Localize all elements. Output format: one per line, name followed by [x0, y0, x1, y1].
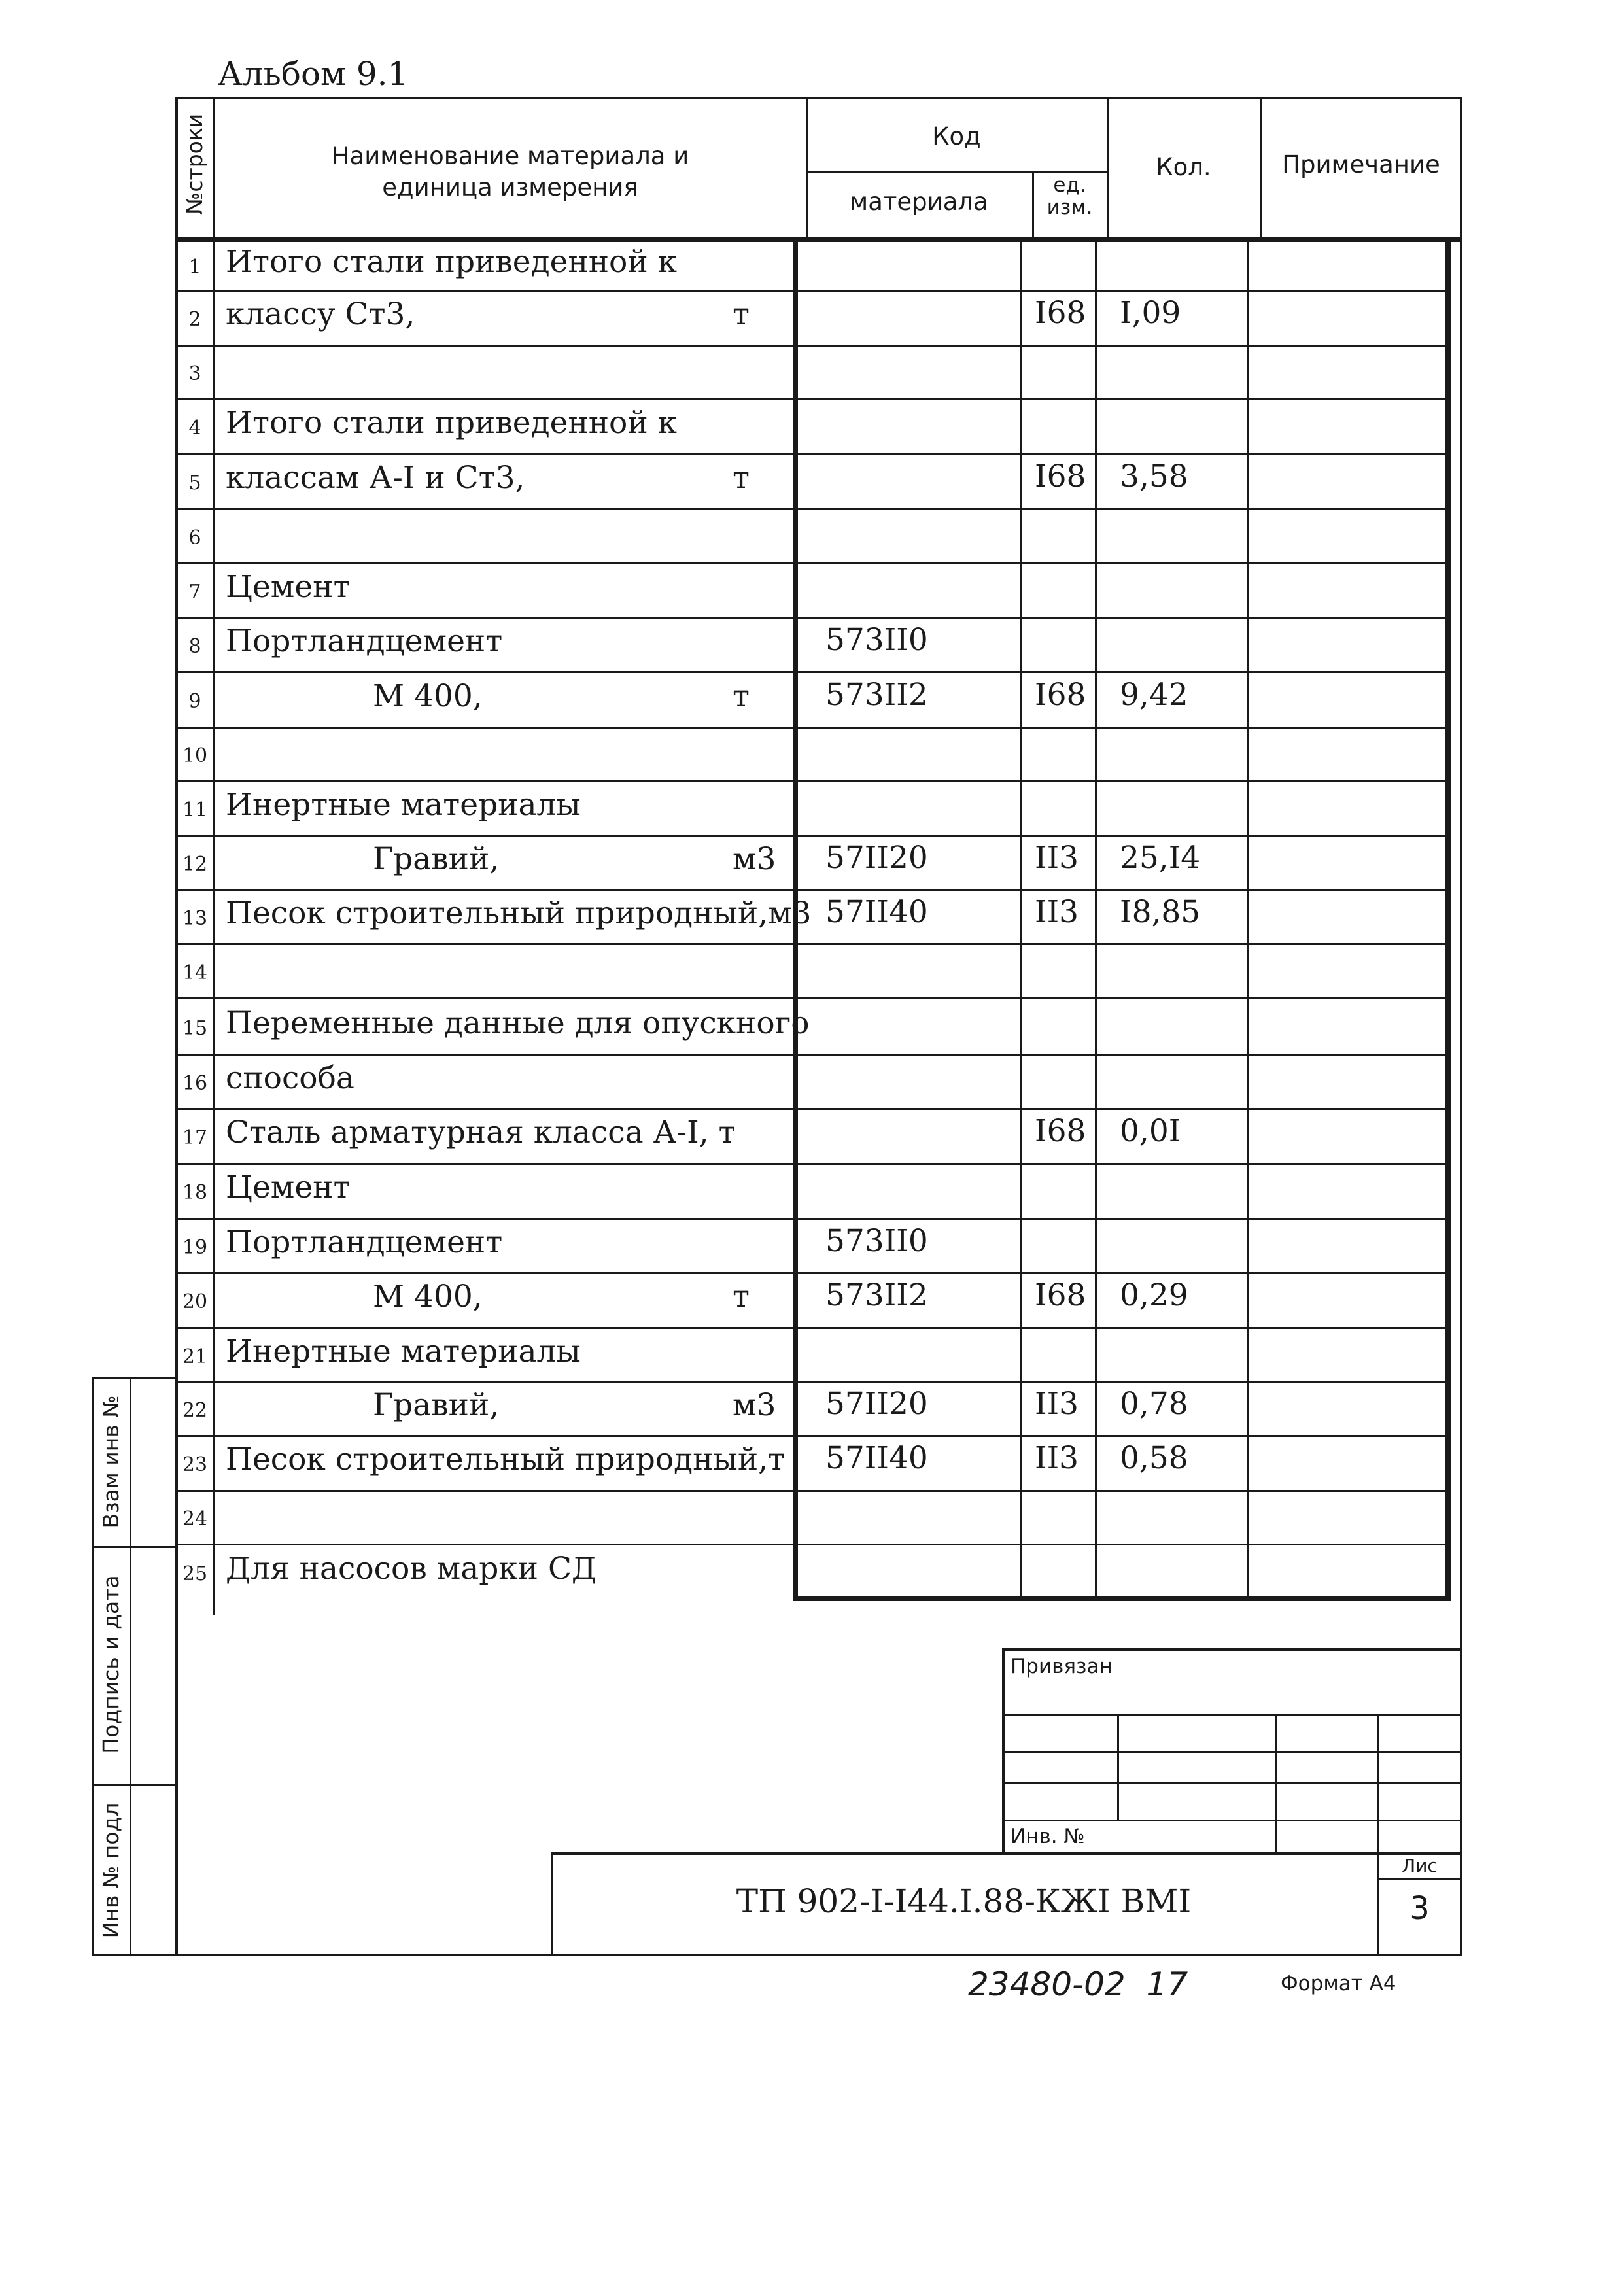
row-number: 4	[188, 416, 201, 440]
row-number: 17	[182, 1126, 208, 1149]
row-divider	[177, 1381, 1449, 1383]
row-unit-code: I68	[1035, 458, 1086, 494]
row-material-code: 57II40	[825, 1440, 928, 1476]
row-material-code: 573II0	[825, 1222, 928, 1259]
row-number: 15	[182, 1016, 208, 1040]
row-unit-code: II3	[1035, 1440, 1079, 1476]
row-number: 7	[188, 580, 201, 604]
row-number: 21	[182, 1345, 208, 1368]
row-number: 13	[182, 906, 208, 930]
row-divider	[177, 617, 1449, 619]
row-divider	[177, 997, 1449, 999]
row-unit: т	[733, 678, 750, 714]
body-right-border	[1445, 237, 1451, 1601]
row-quantity: 0,58	[1120, 1440, 1188, 1476]
row-number: 19	[182, 1235, 208, 1259]
row-number: 24	[182, 1508, 208, 1530]
row-divider	[177, 398, 1449, 400]
row-name: классу Ст3,	[226, 296, 415, 332]
row-name: Песок строительный природный,т	[226, 1441, 786, 1477]
row-quantity: 9,42	[1120, 676, 1188, 713]
row-name: Инертные материалы	[226, 786, 581, 823]
row-unit: т	[733, 296, 750, 332]
row-unit-code: II3	[1035, 893, 1079, 930]
row-number: 16	[182, 1072, 208, 1095]
row-name: Портландцемент	[226, 1224, 503, 1260]
sheet-label: Лис	[1402, 1855, 1438, 1876]
row-unit-code: I68	[1035, 1113, 1086, 1149]
row-number: 12	[182, 852, 208, 876]
row-number: 1	[188, 255, 201, 279]
row-number: 10	[182, 744, 208, 767]
row-divider	[177, 671, 1449, 673]
row-number: 3	[188, 362, 201, 385]
row-quantity: 25,I4	[1120, 839, 1201, 876]
format-label: Формат А4	[1281, 1972, 1396, 1995]
row-divider	[177, 1054, 1449, 1056]
row-number: 6	[188, 526, 201, 549]
row-unit: м3	[733, 1387, 776, 1423]
row-divider	[177, 290, 1449, 292]
code-unit-header	[1032, 174, 1107, 218]
inv-podl-stamp: Инв № подл	[98, 1803, 124, 1939]
row-name: Сталь арматурная класса А-I, т	[226, 1114, 736, 1150]
row-number: 9	[188, 689, 201, 713]
row-name: Песок строительный природный,м3	[226, 895, 812, 931]
row-number: 2	[188, 308, 201, 331]
row-name: способа	[226, 1060, 354, 1096]
row-quantity: 3,58	[1120, 458, 1188, 494]
row-divider	[177, 889, 1449, 891]
row-unit-code: I68	[1035, 676, 1086, 713]
row-unit-code: I68	[1035, 295, 1086, 331]
row-name: Итого стали приведенной к	[226, 404, 677, 441]
row-number: 18	[182, 1181, 208, 1204]
row-material-code: 57II20	[825, 839, 928, 876]
row-divider	[177, 1327, 1449, 1329]
row-number: 22	[182, 1399, 208, 1422]
row-number: 20	[182, 1290, 208, 1313]
row-name: Гравий,	[373, 1387, 500, 1423]
qty-header: Кол.	[1156, 153, 1211, 181]
row-divider	[177, 508, 1449, 510]
row-name: Гравий,	[373, 840, 500, 877]
inv-no-label: Инв. №	[1011, 1825, 1085, 1848]
name-header	[222, 141, 798, 203]
row-material-code: 57II40	[825, 893, 928, 930]
row-unit-code: II3	[1035, 1386, 1079, 1422]
row-number: 5	[188, 471, 201, 494]
designation-text: ТП 902-I-I44.I.88-КЖI ВМI	[736, 1882, 1192, 1920]
row-divider	[177, 1108, 1449, 1110]
row-divider	[177, 727, 1449, 729]
row-name: Для насосов марки СД	[226, 1550, 597, 1587]
row-material-code: 57II20	[825, 1386, 928, 1422]
row-divider	[177, 835, 1449, 837]
row-divider	[177, 1435, 1449, 1437]
row-quantity: 0,78	[1120, 1386, 1188, 1422]
row-unit: м3	[733, 840, 776, 877]
row-material-code: 573II0	[825, 621, 928, 658]
row-divider	[177, 1490, 1449, 1492]
row-divider	[177, 1544, 1449, 1545]
row-quantity: 0,0I	[1120, 1113, 1181, 1149]
row-unit: т	[733, 1279, 750, 1315]
vzam-inv-stamp: Взам инв №	[98, 1395, 124, 1528]
code-unit-line1: ед.	[1053, 173, 1086, 197]
note-header: Примечание	[1282, 150, 1440, 179]
row-divider	[177, 562, 1449, 564]
podpis-stamp: Подпись и дата	[98, 1575, 124, 1754]
row-quantity: I,09	[1120, 295, 1181, 331]
code-unit-line2: изм.	[1046, 196, 1093, 220]
sheet-number: 3	[1409, 1890, 1430, 1927]
code-header: Код	[932, 122, 981, 150]
album-label: Альбом 9.1	[218, 55, 409, 93]
row-number: 25	[182, 1562, 208, 1585]
code-material-header: материала	[850, 188, 988, 216]
row-name: Портландцемент	[226, 623, 503, 659]
row-material-code: 573II2	[825, 676, 928, 713]
handwritten-number: 23480-02 17	[968, 1965, 1188, 2003]
row-unit: т	[733, 459, 750, 496]
row-divider	[177, 345, 1449, 347]
privyazan-label: Привязан	[1011, 1655, 1113, 1678]
row-divider	[177, 453, 1449, 455]
row-name: Переменные данные для опускного	[226, 1005, 810, 1041]
row-name: М 400,	[373, 678, 483, 714]
row-name: Итого стали приведенной к	[226, 243, 677, 280]
row-name: Цемент	[226, 1169, 351, 1205]
row-divider	[177, 1272, 1449, 1274]
row-number: 14	[182, 961, 208, 984]
row-unit-code: I68	[1035, 1277, 1086, 1313]
row-quantity: 0,29	[1120, 1277, 1188, 1313]
row-divider	[177, 943, 1449, 945]
row-number: 8	[188, 634, 201, 658]
row-divider	[177, 780, 1449, 782]
body-bottom-border	[793, 1596, 1451, 1601]
name-header-line2: единица измерения	[382, 173, 638, 202]
row-name: классам А-I и Ст3,	[226, 459, 525, 496]
row-divider	[177, 1218, 1449, 1220]
row-quantity: I8,85	[1120, 893, 1201, 930]
row-material-code: 573II2	[825, 1277, 928, 1313]
name-header-line1: Наименование материала и	[331, 142, 689, 170]
row-name: Инертные материалы	[226, 1333, 581, 1370]
row-divider	[177, 1163, 1449, 1165]
row-number-header: №строки	[182, 113, 207, 215]
row-number: 23	[182, 1453, 208, 1476]
row-name: Цемент	[226, 568, 351, 605]
row-number: 11	[182, 798, 208, 821]
row-unit-code: II3	[1035, 839, 1079, 876]
row-name: М 400,	[373, 1279, 483, 1315]
